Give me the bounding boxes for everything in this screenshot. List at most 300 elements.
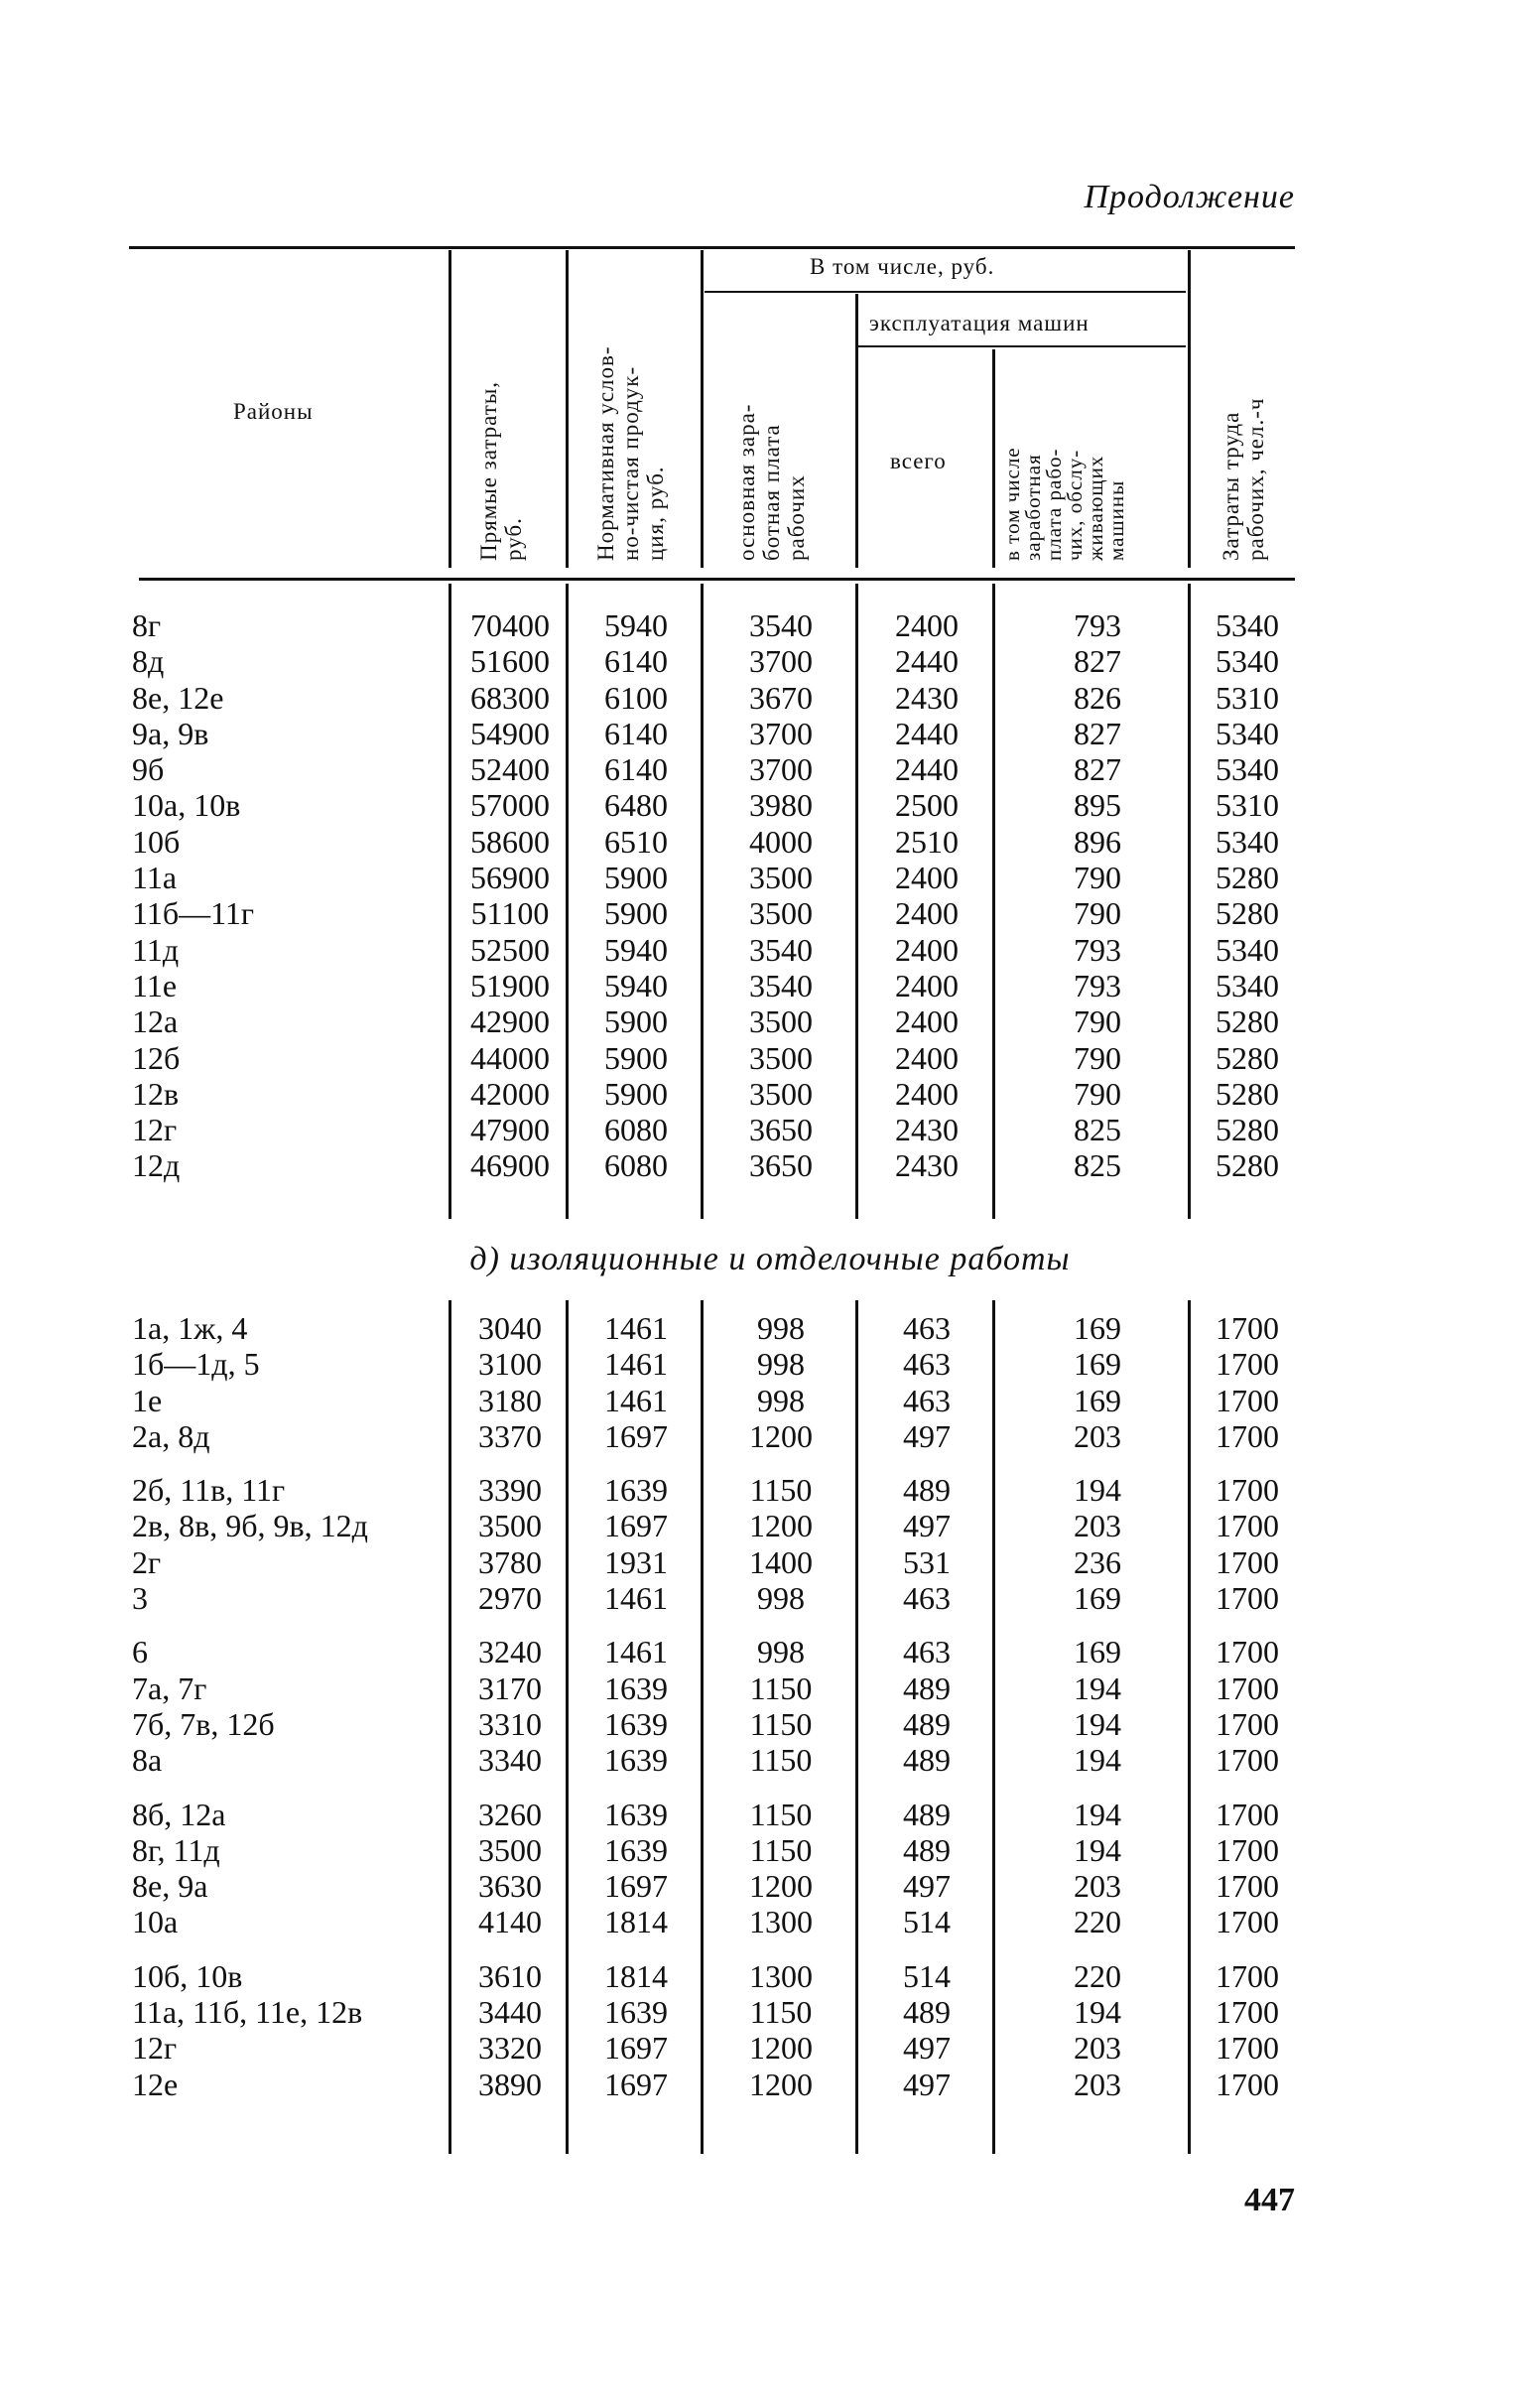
table-row-region: 12е <box>132 2066 179 2102</box>
table-cell-labor: 5340 <box>1216 643 1279 680</box>
table-cell-mach-wage: 203 <box>1074 2066 1121 2102</box>
table-cell-direct: 3170 <box>478 1669 542 1706</box>
table-cell-mach-wage: 169 <box>1074 1382 1121 1418</box>
table-cell-wage: 3500 <box>749 1075 813 1112</box>
table-cell-labor: 5310 <box>1216 679 1279 716</box>
table-cell-labor: 1700 <box>1216 1508 1279 1544</box>
table-row-region: 10б, 10в <box>132 1957 243 1994</box>
table2-mach-total-column <box>861 1310 992 2102</box>
group-gap <box>1194 1616 1301 1634</box>
col-header-machine-group: эксплуатация машин <box>869 311 1090 335</box>
table-cell-wage: 3650 <box>749 1112 813 1148</box>
table-cell-labor: 1700 <box>1216 1994 1279 2031</box>
table-cell-wage: 3540 <box>749 931 813 968</box>
table-cell-mach-total: 2400 <box>895 895 959 932</box>
table-cell-mach-total: 2400 <box>895 860 959 896</box>
continuation-label: Продолжение <box>1084 179 1295 215</box>
table-cell-wage: 3700 <box>749 715 813 751</box>
table-cell-mach-wage: 793 <box>1074 967 1121 1003</box>
table-cell-labor: 1700 <box>1216 1543 1279 1580</box>
table-cell-normative: 5900 <box>604 860 668 896</box>
table-cell-mach-wage: 194 <box>1074 1669 1121 1706</box>
table2-vline-2 <box>566 1300 569 2154</box>
col-header-including-group: В том числе, руб. <box>810 254 995 279</box>
table-cell-labor: 1700 <box>1216 1580 1279 1617</box>
table-cell-normative: 1697 <box>604 2030 668 2067</box>
table-cell-normative: 1461 <box>604 1382 668 1418</box>
table-row-region: 7а, 7г <box>132 1669 207 1706</box>
table-cell-labor: 5280 <box>1216 1003 1279 1040</box>
table-cell-wage: 3980 <box>749 787 813 824</box>
table-cell-mach-total: 2400 <box>895 607 959 643</box>
header-vline-6 <box>1188 250 1191 568</box>
group-gap <box>861 1616 992 1634</box>
group-gap <box>998 1616 1197 1634</box>
table-cell-mach-total: 2430 <box>895 679 959 716</box>
group-gap <box>706 1616 855 1634</box>
table-cell-mach-wage: 169 <box>1074 1310 1121 1346</box>
col-header-base-wage: основная зара- ботная плата рабочих <box>734 403 809 561</box>
table-cell-mach-total: 463 <box>903 1310 951 1346</box>
table-row-region: 8а <box>132 1742 163 1779</box>
table-cell-mach-wage: 790 <box>1074 1075 1121 1112</box>
table-row-region: 7б, 7в, 12б <box>132 1705 275 1742</box>
header-vline-3 <box>701 250 704 568</box>
table-cell-mach-total: 531 <box>903 1543 951 1580</box>
table-cell-direct: 3340 <box>478 1742 542 1779</box>
table-row-region: 1а, 1ж, 4 <box>132 1310 248 1346</box>
table-cell-labor: 1700 <box>1216 2030 1279 2067</box>
table-cell-mach-wage: 793 <box>1074 607 1121 643</box>
table-cell-wage: 1150 <box>749 1742 813 1779</box>
table-cell-wage: 1200 <box>749 1417 813 1454</box>
table-row-region: 8д <box>132 643 165 680</box>
table-row-region: 8е, 12е <box>132 679 224 716</box>
table-cell-mach-total: 497 <box>903 1417 951 1454</box>
table-cell-direct: 3260 <box>478 1796 542 1832</box>
col-header-labor: Затраты труда рабочих, чел.-ч <box>1219 397 1268 561</box>
table1-vline-3 <box>701 584 704 1219</box>
table-cell-direct: 68300 <box>470 679 550 716</box>
table-cell-normative: 1461 <box>604 1634 668 1670</box>
table-cell-mach-wage: 790 <box>1074 860 1121 896</box>
table-cell-wage: 1150 <box>749 1796 813 1832</box>
table-cell-direct: 3610 <box>478 1957 542 1994</box>
table-cell-normative: 1697 <box>604 1417 668 1454</box>
table-cell-mach-total: 2430 <box>895 1147 959 1184</box>
table-cell-normative: 1639 <box>604 1994 668 2031</box>
table-cell-labor: 5340 <box>1216 715 1279 751</box>
table-cell-mach-wage: 825 <box>1074 1147 1121 1184</box>
table-cell-wage: 1150 <box>749 1994 813 2031</box>
table-cell-labor: 5310 <box>1216 787 1279 824</box>
table-cell-direct: 3180 <box>478 1382 542 1418</box>
table-cell-direct: 51900 <box>470 967 550 1003</box>
table-cell-normative: 6480 <box>604 787 668 824</box>
table-cell-mach-total: 497 <box>903 1868 951 1905</box>
table-cell-labor: 1700 <box>1216 1957 1279 1994</box>
group-gap <box>706 1779 855 1797</box>
table-cell-normative: 1814 <box>604 1904 668 1940</box>
table2-vline-5 <box>992 1300 995 2154</box>
group-gap <box>706 1940 855 1958</box>
table-cell-mach-total: 489 <box>903 1994 951 2031</box>
table-cell-labor: 1700 <box>1216 1346 1279 1383</box>
table-row-region: 3 <box>132 1580 148 1617</box>
table-cell-mach-wage: 194 <box>1074 1472 1121 1509</box>
table-cell-wage: 1150 <box>749 1831 813 1868</box>
table-cell-wage: 998 <box>757 1346 805 1383</box>
table-cell-normative: 5900 <box>604 1003 668 1040</box>
table-cell-direct: 44000 <box>470 1039 550 1076</box>
group-gap <box>132 1940 449 1958</box>
table-cell-direct: 3890 <box>478 2066 542 2102</box>
group-gap <box>572 1940 701 1958</box>
table-cell-direct: 3500 <box>478 1508 542 1544</box>
table-cell-wage: 3500 <box>749 860 813 896</box>
table-cell-direct: 3630 <box>478 1868 542 1905</box>
table-row-region: 12г <box>132 2030 178 2067</box>
table-cell-wage: 1200 <box>749 2066 813 2102</box>
table-cell-normative: 6080 <box>604 1112 668 1148</box>
table-cell-labor: 5340 <box>1216 607 1279 643</box>
table-cell-wage: 1300 <box>749 1904 813 1940</box>
group-gap <box>998 1940 1197 1958</box>
table-cell-mach-wage: 194 <box>1074 1994 1121 2031</box>
table-cell-mach-total: 2400 <box>895 1003 959 1040</box>
machine-group-rule <box>858 345 1186 347</box>
table-cell-wage: 1300 <box>749 1957 813 1994</box>
table1-labor-column <box>1194 607 1301 1184</box>
table-cell-normative: 6140 <box>604 751 668 788</box>
table-row-region: 12в <box>132 1075 180 1112</box>
table1-region-column <box>132 607 449 1184</box>
table-cell-labor: 1700 <box>1216 1310 1279 1346</box>
table-cell-wage: 4000 <box>749 823 813 860</box>
header-vline-1 <box>449 250 451 568</box>
table-cell-labor: 5280 <box>1216 1147 1279 1184</box>
table-cell-labor: 1700 <box>1216 1417 1279 1454</box>
table-cell-mach-total: 514 <box>903 1957 951 1994</box>
table-cell-direct: 51600 <box>470 643 550 680</box>
table-cell-mach-total: 2400 <box>895 1039 959 1076</box>
table-cell-mach-wage: 790 <box>1074 1003 1121 1040</box>
group-gap <box>572 1779 701 1797</box>
group-gap <box>861 1940 992 1958</box>
table-cell-direct: 52400 <box>470 751 550 788</box>
table-cell-direct: 3040 <box>478 1310 542 1346</box>
table-cell-mach-total: 2440 <box>895 751 959 788</box>
table1-vline-5 <box>992 584 995 1219</box>
table2-labor-column <box>1194 1310 1301 2102</box>
table1-vline-2 <box>566 584 569 1219</box>
table-cell-direct: 3780 <box>478 1543 542 1580</box>
table-cell-mach-total: 489 <box>903 1669 951 1706</box>
table-cell-direct: 46900 <box>470 1147 550 1184</box>
table-cell-labor: 5340 <box>1216 931 1279 968</box>
table-cell-labor: 1700 <box>1216 1831 1279 1868</box>
group-gap <box>454 1940 566 1958</box>
group-gap <box>572 1454 701 1472</box>
table-cell-direct: 2970 <box>478 1580 542 1617</box>
table-cell-mach-wage: 896 <box>1074 823 1121 860</box>
table-cell-normative: 6140 <box>604 643 668 680</box>
table-cell-mach-wage: 827 <box>1074 715 1121 751</box>
table-cell-labor: 1700 <box>1216 1472 1279 1509</box>
table-cell-direct: 51100 <box>470 895 550 932</box>
table-row-region: 12д <box>132 1147 181 1184</box>
table-cell-direct: 42900 <box>470 1003 550 1040</box>
table-cell-direct: 52500 <box>470 931 550 968</box>
table-cell-wage: 3700 <box>749 643 813 680</box>
table-cell-mach-total: 497 <box>903 1508 951 1544</box>
group-gap <box>861 1779 992 1797</box>
table-cell-mach-total: 489 <box>903 1472 951 1509</box>
table-cell-direct: 3320 <box>478 2030 542 2067</box>
table-cell-wage: 3540 <box>749 967 813 1003</box>
table-cell-mach-wage: 827 <box>1074 643 1121 680</box>
table-cell-direct: 56900 <box>470 860 550 896</box>
table-cell-wage: 1150 <box>749 1669 813 1706</box>
table-cell-normative: 1697 <box>604 1868 668 1905</box>
table-row-region: 9б <box>132 751 165 788</box>
header-vline-2 <box>566 250 569 568</box>
col-header-region: Районы <box>233 399 314 424</box>
table-cell-normative: 5900 <box>604 895 668 932</box>
table-cell-wage: 3700 <box>749 751 813 788</box>
table-cell-normative: 1931 <box>604 1543 668 1580</box>
table-cell-mach-total: 2430 <box>895 1112 959 1148</box>
table-cell-wage: 998 <box>757 1310 805 1346</box>
table1-mach-wage-column <box>998 607 1197 1184</box>
group-gap <box>1194 1940 1301 1958</box>
table-row-region: 10а, 10в <box>132 787 241 824</box>
table2-vline-4 <box>855 1300 858 2154</box>
table-cell-mach-wage: 895 <box>1074 787 1121 824</box>
table-cell-labor: 1700 <box>1216 1742 1279 1779</box>
table-cell-direct: 47900 <box>470 1112 550 1148</box>
table-cell-wage: 1150 <box>749 1705 813 1742</box>
table-cell-mach-wage: 203 <box>1074 2030 1121 2067</box>
table2-normative-column <box>572 1310 701 2102</box>
table-cell-normative: 5900 <box>604 1075 668 1112</box>
col-header-machine-wage: в том числе заработная плата рабо- чих, обслу- живающих машины <box>1000 447 1128 561</box>
header-top-rule <box>129 246 1295 249</box>
table-cell-mach-wage: 220 <box>1074 1957 1121 1994</box>
table-row-region: 11б—11г <box>132 895 255 932</box>
table-cell-normative: 6080 <box>604 1147 668 1184</box>
table-cell-direct: 3500 <box>478 1831 542 1868</box>
table-cell-normative: 6140 <box>604 715 668 751</box>
table1-mach-total-column <box>861 607 992 1184</box>
table-cell-normative: 1461 <box>604 1580 668 1617</box>
table-cell-direct: 3370 <box>478 1417 542 1454</box>
table-cell-normative: 5940 <box>604 967 668 1003</box>
table-cell-mach-wage: 169 <box>1074 1634 1121 1670</box>
table-cell-wage: 1200 <box>749 1508 813 1544</box>
table-cell-wage: 3650 <box>749 1147 813 1184</box>
table-cell-wage: 998 <box>757 1382 805 1418</box>
table-row-region: 8б, 12а <box>132 1796 226 1832</box>
table-cell-direct: 70400 <box>470 607 550 643</box>
table-row-region: 11д <box>132 931 180 968</box>
table-cell-mach-wage: 827 <box>1074 751 1121 788</box>
table-cell-normative: 1639 <box>604 1831 668 1868</box>
group-gap <box>706 1454 855 1472</box>
table-cell-direct: 54900 <box>470 715 550 751</box>
table-cell-mach-wage: 203 <box>1074 1417 1121 1454</box>
table-cell-normative: 1639 <box>604 1796 668 1832</box>
page-number: 447 <box>1244 2182 1295 2218</box>
table-row-region: 6 <box>132 1634 148 1670</box>
table-cell-wage: 1200 <box>749 2030 813 2067</box>
group-gap <box>454 1779 566 1797</box>
table-cell-wage: 3670 <box>749 679 813 716</box>
table-cell-normative: 5940 <box>604 931 668 968</box>
table1-direct-column <box>454 607 566 1184</box>
table-cell-mach-wage: 236 <box>1074 1543 1121 1580</box>
table-cell-mach-total: 489 <box>903 1831 951 1868</box>
table-row-region: 11а, 11б, 11е, 12в <box>132 1994 363 2031</box>
group-gap <box>998 1454 1197 1472</box>
table-cell-direct: 4140 <box>478 1904 542 1940</box>
table-cell-labor: 5280 <box>1216 895 1279 932</box>
table-row-region: 2в, 8в, 9б, 9в, 12д <box>132 1508 368 1544</box>
table-cell-normative: 1639 <box>604 1669 668 1706</box>
table-cell-mach-total: 489 <box>903 1742 951 1779</box>
table-cell-wage: 998 <box>757 1634 805 1670</box>
header-vline-4 <box>855 294 858 568</box>
header-bottom-rule <box>139 578 1295 581</box>
table-cell-normative: 1697 <box>604 2066 668 2102</box>
table-cell-mach-total: 2500 <box>895 787 959 824</box>
table-cell-labor: 1700 <box>1216 1382 1279 1418</box>
table-cell-wage: 1400 <box>749 1543 813 1580</box>
table-cell-mach-total: 2400 <box>895 967 959 1003</box>
table-cell-mach-total: 497 <box>903 2066 951 2102</box>
table-cell-direct: 3390 <box>478 1472 542 1509</box>
table-cell-mach-wage: 790 <box>1074 895 1121 932</box>
table2-wage-column <box>706 1310 855 2102</box>
including-group-rule <box>705 291 1186 293</box>
table-cell-mach-wage: 169 <box>1074 1580 1121 1617</box>
table-cell-normative: 5940 <box>604 607 668 643</box>
table-row-region: 12б <box>132 1039 181 1076</box>
table-row-region: 2а, 8д <box>132 1417 210 1454</box>
table2-direct-column <box>454 1310 566 2102</box>
table-cell-normative: 1639 <box>604 1742 668 1779</box>
table-cell-labor: 1700 <box>1216 1796 1279 1832</box>
table-row-region: 10а <box>132 1904 179 1940</box>
table-row-region: 12а <box>132 1003 179 1040</box>
group-gap <box>1194 1779 1301 1797</box>
table-cell-mach-total: 2400 <box>895 931 959 968</box>
table-cell-labor: 5280 <box>1216 860 1279 896</box>
table-cell-direct: 58600 <box>470 823 550 860</box>
table-cell-normative: 1697 <box>604 1508 668 1544</box>
table-row-region: 10б <box>132 823 181 860</box>
col-header-direct-costs: Прямые затраты, руб. <box>476 380 526 561</box>
table-cell-mach-wage: 220 <box>1074 1904 1121 1940</box>
table-cell-labor: 5340 <box>1216 823 1279 860</box>
table-row-region: 2г <box>132 1543 162 1580</box>
table-cell-wage: 998 <box>757 1580 805 1617</box>
table-row-region: 8г <box>132 607 162 643</box>
table-cell-mach-wage: 825 <box>1074 1112 1121 1148</box>
table-cell-direct: 3310 <box>478 1705 542 1742</box>
table-cell-normative: 1814 <box>604 1957 668 1994</box>
group-gap <box>572 1616 701 1634</box>
table-cell-mach-total: 514 <box>903 1904 951 1940</box>
table-cell-mach-total: 463 <box>903 1382 951 1418</box>
table2-mach-wage-column <box>998 1310 1197 2102</box>
table-row-region: 1е <box>132 1382 163 1418</box>
table2-region-column <box>132 1310 449 2102</box>
group-gap <box>998 1779 1197 1797</box>
group-gap <box>454 1454 566 1472</box>
group-gap <box>1194 1454 1301 1472</box>
table-row-region: 1б—1д, 5 <box>132 1346 260 1383</box>
table2-vline-3 <box>701 1300 704 2154</box>
table-row-region: 2б, 11в, 11г <box>132 1472 286 1509</box>
table-cell-mach-wage: 203 <box>1074 1868 1121 1905</box>
table-cell-mach-total: 489 <box>903 1796 951 1832</box>
table-cell-labor: 5280 <box>1216 1039 1279 1076</box>
table-cell-wage: 3540 <box>749 607 813 643</box>
table-row-region: 11а <box>132 860 178 896</box>
table-cell-normative: 1461 <box>604 1346 668 1383</box>
table-cell-normative: 6510 <box>604 823 668 860</box>
table-cell-mach-wage: 194 <box>1074 1742 1121 1779</box>
table-cell-mach-total: 463 <box>903 1580 951 1617</box>
table-cell-labor: 1700 <box>1216 1634 1279 1670</box>
table-cell-mach-total: 497 <box>903 2030 951 2067</box>
table-cell-normative: 5900 <box>604 1039 668 1076</box>
table-cell-normative: 6100 <box>604 679 668 716</box>
table-cell-mach-total: 2510 <box>895 823 959 860</box>
group-gap <box>132 1779 449 1797</box>
table-cell-labor: 5340 <box>1216 967 1279 1003</box>
table-cell-wage: 1150 <box>749 1472 813 1509</box>
col-header-normative: Нормативная услов- но-чистая продук- ция, руб. <box>593 345 668 561</box>
table-cell-direct: 42000 <box>470 1075 550 1112</box>
table-cell-direct: 57000 <box>470 787 550 824</box>
table-cell-normative: 1639 <box>604 1705 668 1742</box>
table-row-region: 12г <box>132 1112 178 1148</box>
table-cell-labor: 1700 <box>1216 1669 1279 1706</box>
table-row-region: 8г, 11д <box>132 1831 220 1868</box>
table-cell-mach-wage: 203 <box>1074 1508 1121 1544</box>
table-cell-mach-total: 489 <box>903 1705 951 1742</box>
table-cell-labor: 1700 <box>1216 1705 1279 1742</box>
table-cell-wage: 1200 <box>749 1868 813 1905</box>
table-row-region: 11е <box>132 967 178 1003</box>
table-cell-mach-wage: 194 <box>1074 1831 1121 1868</box>
table-cell-mach-wage: 169 <box>1074 1346 1121 1383</box>
table-cell-direct: 3100 <box>478 1346 542 1383</box>
table1-vline-4 <box>855 584 858 1219</box>
table1-wage-column <box>706 607 855 1184</box>
table-cell-labor: 1700 <box>1216 1868 1279 1905</box>
group-gap <box>132 1454 449 1472</box>
table-cell-wage: 3500 <box>749 895 813 932</box>
table-cell-mach-wage: 194 <box>1074 1796 1121 1832</box>
table-cell-labor: 1700 <box>1216 2066 1279 2102</box>
table-cell-labor: 5280 <box>1216 1112 1279 1148</box>
table-cell-mach-total: 463 <box>903 1346 951 1383</box>
table-cell-wage: 3500 <box>749 1039 813 1076</box>
table-cell-labor: 5340 <box>1216 751 1279 788</box>
